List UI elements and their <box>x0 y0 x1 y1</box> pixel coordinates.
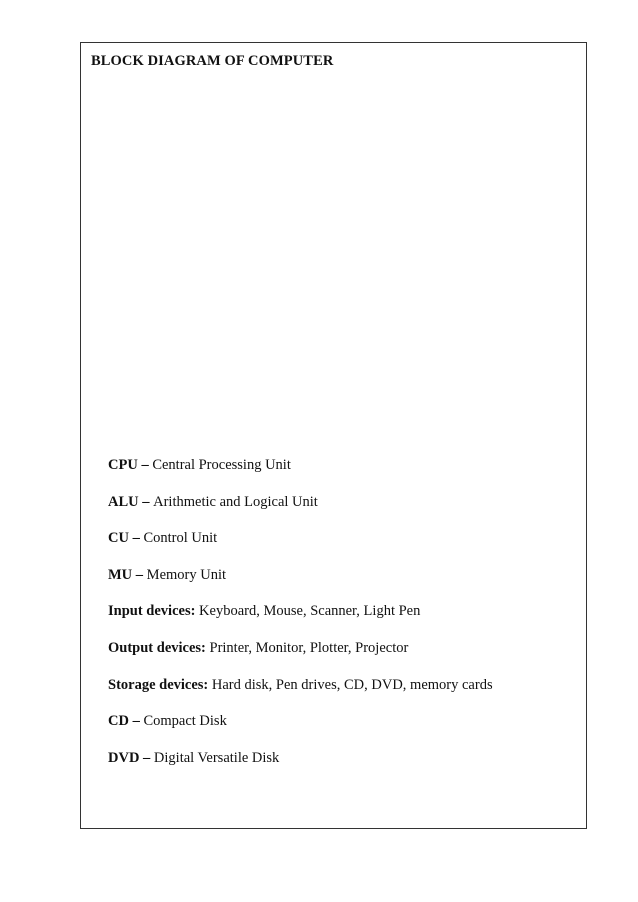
definition-term: Storage devices: <box>108 676 209 693</box>
document-title: BLOCK DIAGRAM OF COMPUTER <box>91 53 334 69</box>
definition-text: Digital Versatile Disk <box>153 749 280 766</box>
definition-item-input-devices <box>108 601 493 638</box>
definition-separator: – <box>128 713 144 730</box>
definition-item-dvd <box>108 748 493 785</box>
definition-text: Printer, Monitor, Plotter, Projector <box>209 639 409 656</box>
definition-item-output-devices <box>108 638 493 675</box>
definition-item-storage-devices <box>108 675 493 712</box>
definition-separator: – <box>138 493 154 510</box>
definition-item-cd <box>108 711 493 748</box>
definition-item-mu <box>108 565 493 602</box>
definition-term: ALU <box>108 493 139 510</box>
definition-text: Memory Unit <box>146 566 227 583</box>
definition-term: CPU <box>108 457 138 473</box>
definition-text: Control Unit <box>143 530 218 547</box>
definition-text: Central Processing Unit <box>152 457 291 473</box>
definition-list <box>108 455 493 784</box>
definition-term: MU <box>108 566 133 583</box>
definition-term: CD <box>108 713 129 730</box>
definition-term: CU <box>108 530 129 547</box>
definition-text: Arithmetic and Logical Unit <box>153 493 318 510</box>
definition-separator: – <box>139 749 154 766</box>
definition-text: Keyboard, Mouse, Scanner, Light Pen <box>199 603 421 620</box>
definition-separator: – <box>137 457 153 473</box>
page-frame <box>80 42 587 829</box>
diagram-area <box>91 83 576 453</box>
definition-term: DVD <box>108 749 140 766</box>
definition-item-alu <box>108 492 493 529</box>
definition-separator: – <box>128 530 144 547</box>
definition-item-cpu <box>108 455 493 492</box>
definition-term: Input devices: <box>108 603 196 620</box>
definition-item-cu <box>108 528 493 565</box>
definition-text: Hard disk, Pen drives, CD, DVD, memory cards <box>211 676 493 693</box>
definition-separator: – <box>132 566 147 583</box>
definition-term: Output devices: <box>108 639 206 656</box>
definition-text: Compact Disk <box>143 713 227 730</box>
